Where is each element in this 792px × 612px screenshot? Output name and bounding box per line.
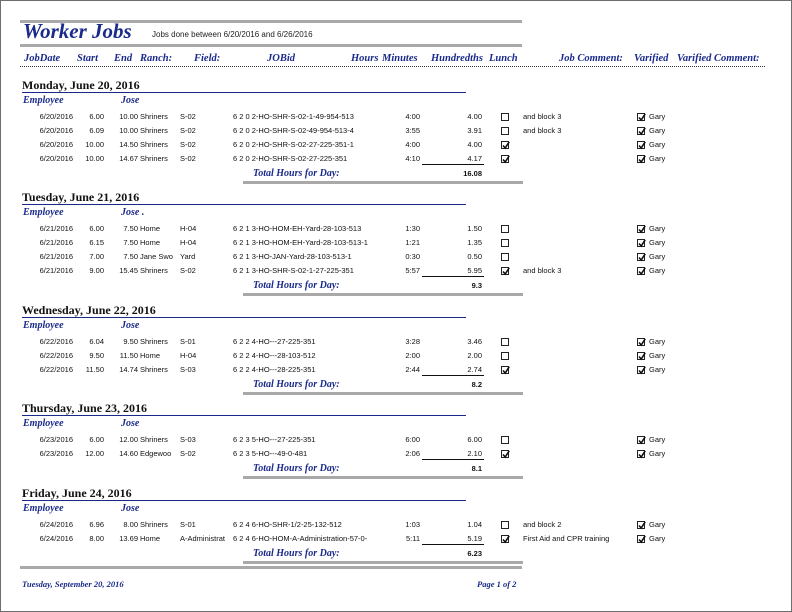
row-hours-minutes: 5:11 — [405, 534, 420, 543]
total-hours-label: Total Hours for Day: — [253, 168, 340, 179]
row-varified-comment: Gary — [649, 126, 666, 135]
row-end: 14.74 — [119, 365, 138, 374]
col-start: Start — [77, 53, 99, 64]
row-ranch: Home — [140, 534, 161, 543]
lunch-checkbox[interactable] — [501, 338, 509, 346]
row-varified-comment: Gary — [649, 351, 666, 360]
varified-checkbox[interactable] — [637, 366, 645, 374]
row-date: 6/20/2016 — [39, 154, 73, 163]
day-total-hours: 8.2 — [471, 380, 482, 389]
report-title: Worker Jobs — [23, 19, 132, 43]
varified-checkbox[interactable] — [637, 352, 645, 360]
row-end: 15.45 — [119, 266, 138, 275]
col-jobid: JOBid — [267, 53, 296, 64]
varified-checkbox[interactable] — [637, 521, 645, 529]
row-hours-minutes: 5:57 — [405, 266, 420, 275]
day-title-rule — [22, 204, 466, 205]
row-date: 6/21/2016 — [39, 266, 73, 275]
row-field: Yard — [180, 252, 196, 261]
row-start: 10.00 — [85, 140, 104, 149]
row-end: 7.50 — [123, 238, 138, 247]
row-hours-minutes: 4:00 — [405, 112, 420, 121]
employee-label: Employee — [23, 207, 64, 218]
hundredths-sum-rule — [422, 459, 484, 460]
day-total-hours: 8.1 — [471, 464, 482, 473]
row-start: 9.50 — [89, 351, 104, 360]
lunch-checkbox[interactable] — [501, 521, 509, 529]
footer-rule — [20, 566, 522, 569]
day-total-rule — [243, 293, 523, 296]
row-jobid: 6 2 0 2-HO-SHR-S-02-1-49-954-513 — [233, 112, 354, 121]
lunch-checkbox[interactable] — [501, 155, 509, 163]
day-title: Thursday, June 23, 2016 — [22, 401, 148, 415]
employee-label: Employee — [23, 503, 64, 514]
row-end: 12.00 — [119, 435, 138, 444]
row-start: 6.09 — [89, 126, 104, 135]
row-job-comment: and block 2 — [523, 520, 562, 529]
header-divider — [20, 66, 765, 67]
row-start: 6.04 — [89, 337, 104, 346]
lunch-checkbox[interactable] — [501, 239, 509, 247]
col-jobdate: JobDate — [24, 53, 61, 64]
row-hours-minutes: 3:28 — [405, 337, 420, 346]
day-title: Friday, June 24, 2016 — [22, 486, 132, 500]
row-start: 7.00 — [89, 252, 104, 261]
varified-checkbox[interactable] — [637, 141, 645, 149]
col-field: Field: — [194, 53, 221, 64]
row-varified-comment: Gary — [649, 435, 666, 444]
row-hundredths: 2.10 — [467, 449, 482, 458]
row-field: S-01 — [180, 337, 196, 346]
lunch-checkbox[interactable] — [501, 352, 509, 360]
row-jobid: 6 2 2 4-HO---27-225-351 — [233, 337, 316, 346]
row-jobid: 6 2 1 3-HO-SHR-S-02-1-27-225-351 — [233, 266, 354, 275]
row-hundredths: 3.46 — [467, 337, 482, 346]
row-field: S-01 — [180, 520, 196, 529]
varified-checkbox[interactable] — [637, 113, 645, 121]
row-jobid: 6 2 4 6-HO-HOM-A-Administration-57-0- — [233, 534, 368, 543]
footer-print-date: Tuesday, September 20, 2016 — [22, 579, 124, 589]
row-ranch: Shriners — [140, 266, 168, 275]
row-field: A-Administrat — [180, 534, 226, 543]
row-varified-comment: Gary — [649, 337, 666, 346]
row-hundredths: 2.00 — [467, 351, 482, 360]
col-minutes: Minutes — [382, 53, 418, 64]
row-field: S-02 — [180, 112, 196, 121]
employee-name: Jose — [121, 320, 140, 331]
row-start: 9.00 — [89, 266, 104, 275]
day-title: Monday, June 20, 2016 — [22, 78, 140, 92]
row-hours-minutes: 1:21 — [405, 238, 420, 247]
employee-name: Jose — [121, 503, 140, 514]
total-hours-label: Total Hours for Day: — [253, 379, 340, 390]
hundredths-sum-rule — [422, 276, 484, 277]
lunch-checkbox[interactable] — [501, 225, 509, 233]
row-hours-minutes: 3:55 — [405, 126, 420, 135]
day-total-rule — [243, 181, 523, 184]
row-start: 6.00 — [89, 224, 104, 233]
row-hours-minutes: 4:00 — [405, 140, 420, 149]
row-ranch: Shriners — [140, 112, 168, 121]
employee-name: Jose — [121, 418, 140, 429]
row-varified-comment: Gary — [649, 252, 666, 261]
row-start: 11.50 — [85, 365, 104, 374]
title-bottom-rule — [20, 44, 522, 47]
col-hundredths: Hundredths — [431, 53, 483, 64]
footer-page-number: Page 1 of 2 — [477, 579, 517, 589]
row-ranch: Home — [140, 224, 161, 233]
total-hours-label: Total Hours for Day: — [253, 463, 340, 474]
row-ranch: Shriners — [140, 435, 168, 444]
row-job-comment: First Aid and CPR training — [523, 534, 610, 543]
row-ranch: Shriners — [140, 337, 168, 346]
hundredths-sum-rule — [422, 544, 484, 545]
row-date: 6/23/2016 — [39, 435, 73, 444]
row-ranch: Shriners — [140, 520, 168, 529]
day-title-rule — [22, 92, 466, 93]
row-jobid: 6 2 4 6-HO-SHR-1/2-25-132-512 — [233, 520, 342, 529]
row-date: 6/22/2016 — [39, 337, 73, 346]
row-end: 10.00 — [119, 112, 138, 121]
day-total-hours: 9.3 — [471, 281, 482, 290]
row-hundredths: 5.19 — [467, 534, 482, 543]
varified-checkbox[interactable] — [637, 253, 645, 261]
row-start: 6.00 — [89, 435, 104, 444]
row-jobid: 6 2 0 2-HO-SHR-S-02-27-225-351-1 — [233, 140, 354, 149]
row-jobid: 6 2 3 5-HO---27-225-351 — [233, 435, 316, 444]
row-date: 6/22/2016 — [39, 351, 73, 360]
row-end: 8.00 — [123, 520, 138, 529]
total-hours-label: Total Hours for Day: — [253, 548, 340, 559]
row-field: H-04 — [180, 238, 197, 247]
row-start: 6.15 — [89, 238, 104, 247]
row-end: 13.69 — [119, 534, 138, 543]
row-hundredths: 1.35 — [467, 238, 482, 247]
row-varified-comment: Gary — [649, 224, 666, 233]
row-hours-minutes: 2:06 — [405, 449, 420, 458]
row-hours-minutes: 1:30 — [405, 224, 420, 233]
row-field: S-02 — [180, 449, 196, 458]
row-ranch: Jane Swo — [140, 252, 173, 261]
row-jobid: 6 2 1 3-HO-JAN-Yard-28-103-513-1 — [233, 252, 352, 261]
lunch-checkbox[interactable] — [501, 535, 509, 543]
total-hours-label: Total Hours for Day: — [253, 280, 340, 291]
row-ranch: Edgewoo — [140, 449, 172, 458]
varified-checkbox[interactable] — [637, 338, 645, 346]
employee-name: Jose . — [121, 207, 145, 218]
row-date: 6/23/2016 — [39, 449, 73, 458]
row-varified-comment: Gary — [649, 449, 666, 458]
col-job-comment: Job Comment: — [559, 53, 623, 64]
row-hundredths: 5.95 — [467, 266, 482, 275]
row-hundredths: 6.00 — [467, 435, 482, 444]
row-date: 6/24/2016 — [39, 520, 73, 529]
row-jobid: 6 2 2 4-HO---28-225-351 — [233, 365, 316, 374]
col-ranch: Ranch: — [140, 53, 173, 64]
row-jobid: 6 2 2 4-HO---28-103-512 — [233, 351, 316, 360]
row-hours-minutes: 1:03 — [405, 520, 420, 529]
col-varified-comment: Varified Comment: — [677, 53, 760, 64]
row-date: 6/24/2016 — [39, 534, 73, 543]
row-job-comment: and block 3 — [523, 126, 562, 135]
row-hundredths: 4.00 — [467, 140, 482, 149]
day-total-hours: 16.08 — [463, 169, 482, 178]
row-jobid: 6 2 1 3-HO-HOM-EH-Yard-28-103-513-1 — [233, 238, 368, 247]
row-date: 6/20/2016 — [39, 140, 73, 149]
lunch-checkbox[interactable] — [501, 267, 509, 275]
row-varified-comment: Gary — [649, 520, 666, 529]
row-end: 14.60 — [119, 449, 138, 458]
row-ranch: Shriners — [140, 140, 168, 149]
row-field: S-02 — [180, 154, 196, 163]
row-ranch: Home — [140, 351, 161, 360]
row-hundredths: 3.91 — [467, 126, 482, 135]
row-hours-minutes: 2:00 — [405, 351, 420, 360]
row-hours-minutes: 0:30 — [405, 252, 420, 261]
row-varified-comment: Gary — [649, 238, 666, 247]
row-hundredths: 1.04 — [467, 520, 482, 529]
row-jobid: 6 2 0 2-HO-SHR-S-02-27-225-351 — [233, 154, 348, 163]
row-start: 8.00 — [89, 534, 104, 543]
row-varified-comment: Gary — [649, 266, 666, 275]
day-total-hours: 6.23 — [467, 549, 482, 558]
day-total-rule — [243, 476, 523, 479]
row-varified-comment: Gary — [649, 534, 666, 543]
row-hundredths: 1.50 — [467, 224, 482, 233]
lunch-checkbox[interactable] — [501, 450, 509, 458]
hundredths-sum-rule — [422, 375, 484, 376]
employee-label: Employee — [23, 418, 64, 429]
row-hundredths: 0.50 — [467, 252, 482, 261]
row-field: S-03 — [180, 365, 196, 374]
lunch-checkbox[interactable] — [501, 141, 509, 149]
employee-name: Jose — [121, 95, 140, 106]
row-ranch: Shriners — [140, 154, 168, 163]
day-title-rule — [22, 317, 466, 318]
row-field: S-02 — [180, 266, 196, 275]
row-jobid: 6 2 0 2-HO-SHR-S-02-49-954-513-4 — [233, 126, 354, 135]
row-hundredths: 4.00 — [467, 112, 482, 121]
row-ranch: Shriners — [140, 365, 168, 374]
varified-checkbox[interactable] — [637, 267, 645, 275]
row-end: 9.50 — [123, 337, 138, 346]
row-varified-comment: Gary — [649, 140, 666, 149]
row-jobid: 6 2 1 3-HO-HOM-EH-Yard-28-103-513 — [233, 224, 362, 233]
row-field: S-02 — [180, 140, 196, 149]
day-title-rule — [22, 500, 466, 501]
row-ranch: Home — [140, 238, 161, 247]
varified-checkbox[interactable] — [637, 127, 645, 135]
row-date: 6/22/2016 — [39, 365, 73, 374]
col-lunch: Lunch — [489, 53, 518, 64]
lunch-checkbox[interactable] — [501, 436, 509, 444]
row-varified-comment: Gary — [649, 365, 666, 374]
row-hours-minutes: 6:00 — [405, 435, 420, 444]
row-end: 14.50 — [119, 140, 138, 149]
row-jobid: 6 2 3 5-HO---49-0-481 — [233, 449, 308, 458]
day-title: Wednesday, June 22, 2016 — [22, 303, 156, 317]
row-date: 6/21/2016 — [39, 224, 73, 233]
row-start: 10.00 — [85, 154, 104, 163]
employee-label: Employee — [23, 320, 64, 331]
row-job-comment: and block 3 — [523, 266, 562, 275]
row-date: 6/21/2016 — [39, 252, 73, 261]
row-end: 10.00 — [119, 126, 138, 135]
row-field: S-02 — [180, 126, 196, 135]
col-hours: Hours — [351, 53, 379, 64]
report-subtitle: Jobs done between 6/20/2016 and 6/26/2016 — [152, 30, 313, 39]
varified-checkbox[interactable] — [637, 155, 645, 163]
varified-checkbox[interactable] — [637, 225, 645, 233]
row-hundredths: 4.17 — [467, 154, 482, 163]
col-varified: Varified — [634, 53, 669, 64]
lunch-checkbox[interactable] — [501, 366, 509, 374]
day-total-rule — [243, 392, 523, 395]
day-total-rule — [243, 561, 523, 564]
row-field: H-04 — [180, 224, 197, 233]
day-title: Tuesday, June 21, 2016 — [22, 190, 140, 204]
col-end: End — [114, 53, 133, 64]
row-start: 6.96 — [89, 520, 104, 529]
row-field: H-04 — [180, 351, 197, 360]
row-ranch: Shriners — [140, 126, 168, 135]
row-start: 12.00 — [85, 449, 104, 458]
varified-checkbox[interactable] — [637, 535, 645, 543]
row-job-comment: and block 3 — [523, 112, 562, 121]
employee-label: Employee — [23, 95, 64, 106]
lunch-checkbox[interactable] — [501, 127, 509, 135]
varified-checkbox[interactable] — [637, 239, 645, 247]
row-end: 14.67 — [119, 154, 138, 163]
row-end: 11.50 — [119, 351, 138, 360]
row-date: 6/21/2016 — [39, 238, 73, 247]
lunch-checkbox[interactable] — [501, 113, 509, 121]
row-start: 6.00 — [89, 112, 104, 121]
hundredths-sum-rule — [422, 164, 484, 165]
row-varified-comment: Gary — [649, 154, 666, 163]
row-hours-minutes: 2:44 — [405, 365, 420, 374]
row-date: 6/20/2016 — [39, 126, 73, 135]
row-hours-minutes: 4:10 — [405, 154, 420, 163]
row-hundredths: 2.74 — [467, 365, 482, 374]
lunch-checkbox[interactable] — [501, 253, 509, 261]
row-varified-comment: Gary — [649, 112, 666, 121]
row-date: 6/20/2016 — [39, 112, 73, 121]
row-end: 7.50 — [123, 224, 138, 233]
row-field: S-03 — [180, 435, 196, 444]
day-title-rule — [22, 415, 466, 416]
varified-checkbox[interactable] — [637, 450, 645, 458]
varified-checkbox[interactable] — [637, 436, 645, 444]
row-end: 7.50 — [123, 252, 138, 261]
